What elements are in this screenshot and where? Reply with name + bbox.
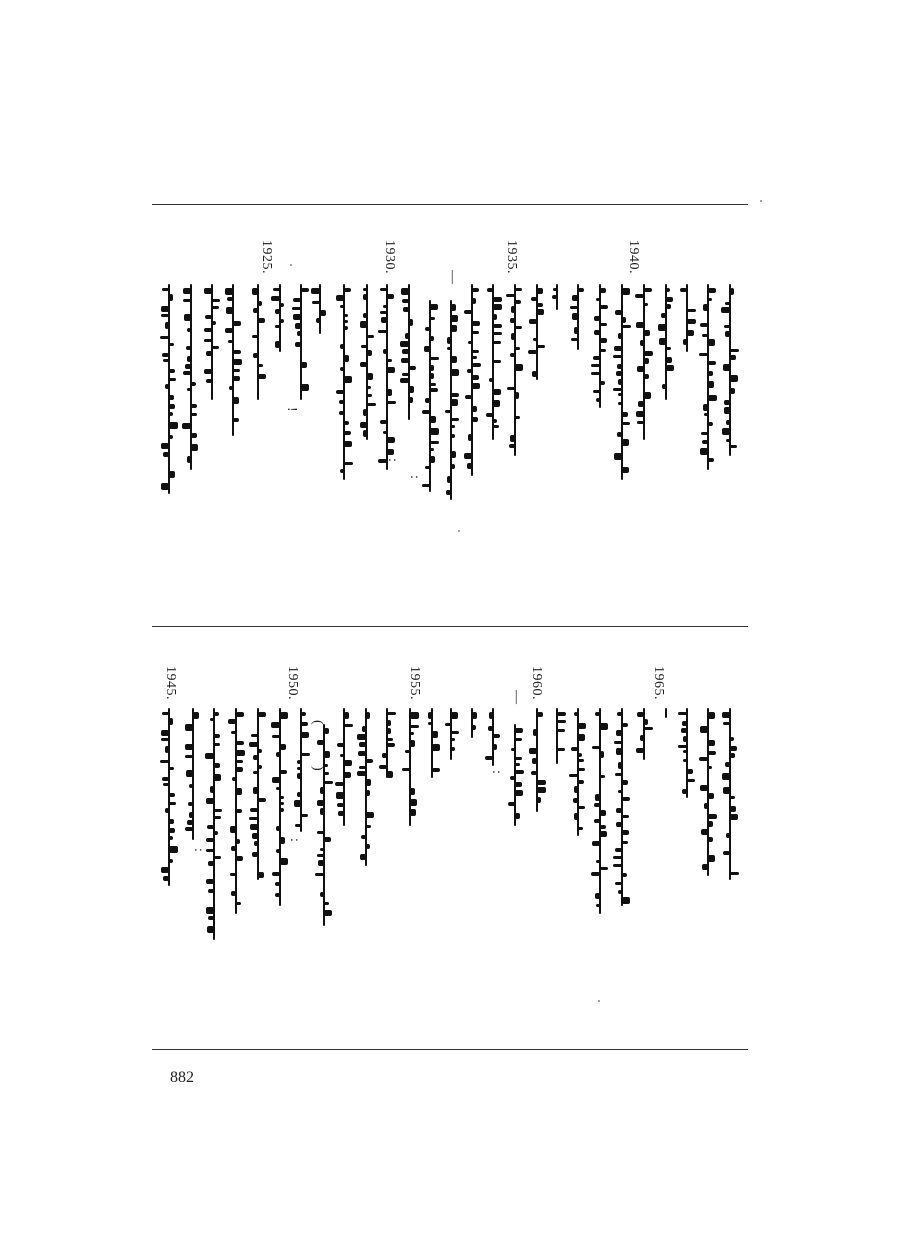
script-line (422, 300, 438, 492)
script-line (402, 708, 418, 826)
script-line (443, 300, 459, 500)
script-line (183, 284, 199, 470)
script-line (679, 284, 695, 352)
script-line (592, 284, 608, 408)
script-line (658, 284, 674, 400)
bottom-rule (152, 1049, 748, 1050)
script-line (250, 284, 266, 400)
script-line (379, 708, 395, 778)
script-line (679, 708, 695, 798)
year-label: 1950. (285, 666, 300, 700)
year-label: 1945. (163, 666, 178, 700)
script-line (293, 284, 309, 400)
script-line (316, 724, 332, 926)
page-number: 882 (170, 1069, 194, 1086)
script-line (379, 284, 395, 470)
script-line (570, 284, 586, 350)
script-line (636, 284, 652, 440)
script-line (250, 708, 266, 880)
script-line (700, 708, 716, 876)
script-line (614, 708, 630, 906)
script-line (359, 284, 375, 440)
script-line (161, 708, 177, 886)
year-label: 1930. (382, 240, 397, 274)
script-line (161, 284, 177, 494)
script-line (507, 284, 523, 456)
speck (458, 530, 460, 532)
year-label: 1955. (407, 666, 422, 700)
dash-mark: — (445, 270, 460, 285)
script-line (614, 284, 630, 480)
script-line (529, 708, 545, 812)
script-line (529, 284, 545, 380)
speck (598, 1000, 600, 1002)
top-rule (152, 204, 748, 205)
script-line (228, 708, 244, 914)
script-line (443, 708, 459, 760)
script-line (185, 708, 201, 840)
script-line (312, 284, 328, 334)
script-line (336, 708, 352, 826)
script-line (485, 708, 501, 766)
colon-mark: : (385, 458, 400, 463)
year-label: 1925. (259, 240, 274, 274)
colon-mark: : (407, 475, 422, 480)
year-label: 1940. (626, 240, 641, 274)
script-line (424, 708, 440, 778)
exclamation-mark: ! (284, 407, 299, 413)
speck (760, 200, 762, 202)
script-line (722, 284, 738, 456)
script-line (570, 708, 586, 836)
script-line (700, 284, 716, 470)
dash-mark: — (509, 690, 524, 705)
script-line (464, 284, 480, 476)
script-line (204, 284, 220, 400)
paren-open: ( (310, 720, 325, 726)
script-line (401, 284, 417, 420)
middle-rule (152, 626, 748, 627)
script-line (507, 724, 523, 826)
script-line (549, 708, 565, 764)
speck (290, 264, 292, 266)
year-label: 1935. (504, 240, 519, 274)
script-line (293, 708, 309, 832)
script-line (336, 284, 352, 480)
script-line (464, 708, 480, 738)
year-label: 1960. (529, 666, 544, 700)
script-line (206, 708, 222, 940)
script-line (358, 708, 374, 866)
script-line (272, 708, 288, 906)
script-line (485, 284, 501, 440)
colon-mark: : (191, 848, 206, 853)
script-line (549, 284, 565, 310)
year-label: 1965. (651, 666, 666, 700)
script-line (272, 284, 288, 352)
script-line (592, 708, 608, 914)
script-line (225, 284, 241, 436)
script-line (722, 708, 738, 880)
colon-mark: : (287, 838, 302, 843)
script-line (658, 708, 674, 718)
script-line (636, 708, 652, 760)
colon-mark: : (489, 770, 504, 775)
paren-close: ) (310, 766, 325, 772)
